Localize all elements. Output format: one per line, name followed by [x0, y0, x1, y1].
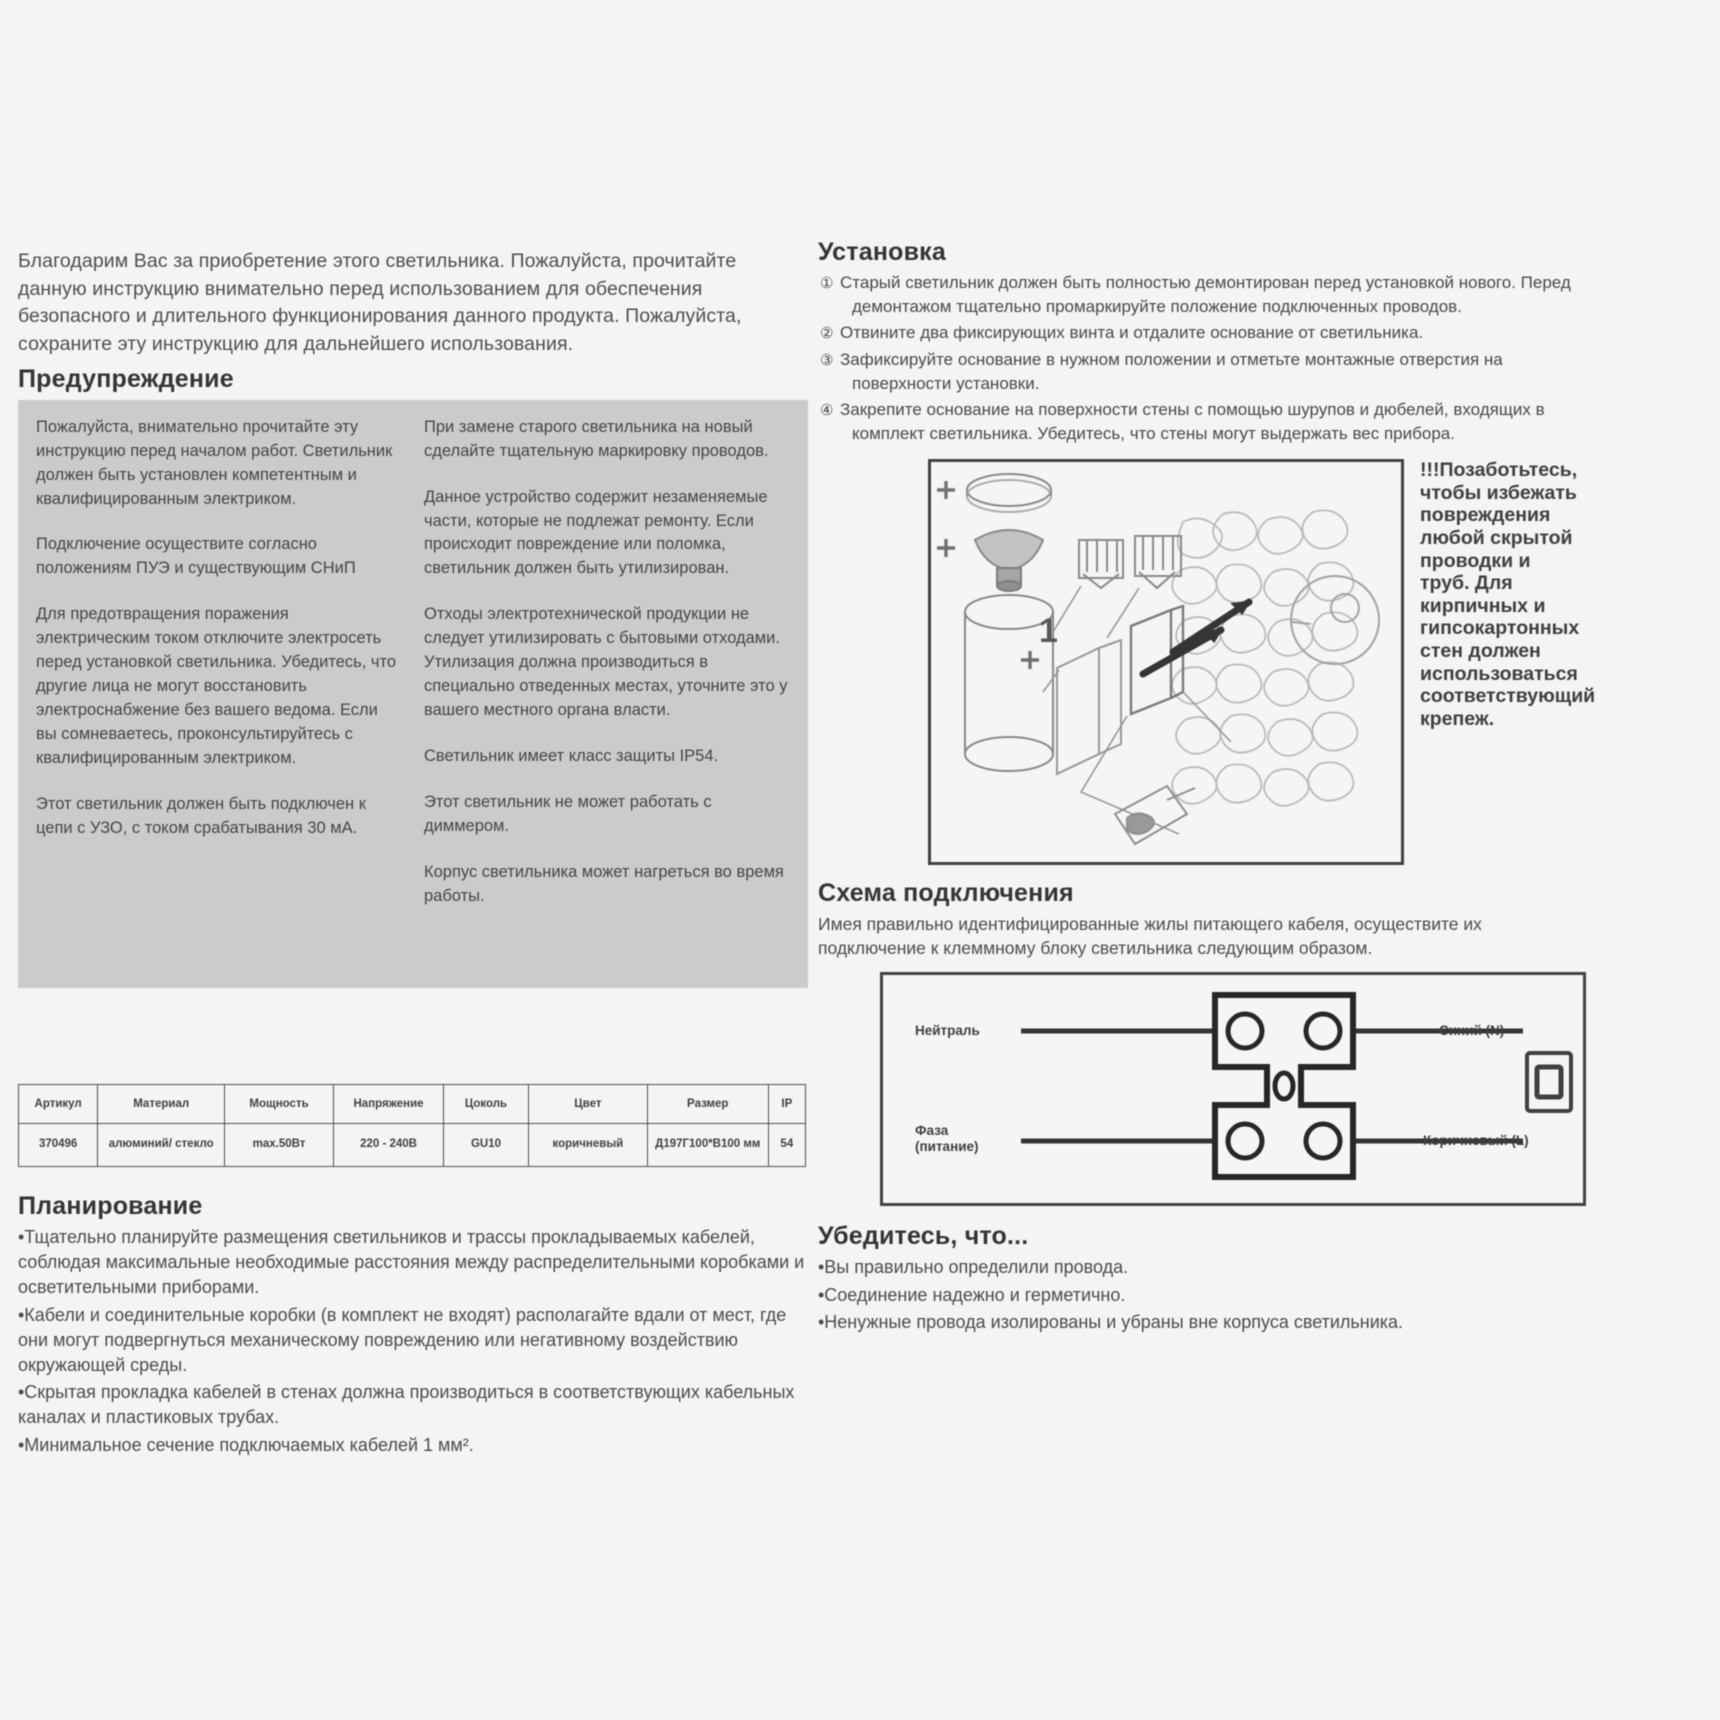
intro-paragraph: Благодарим Вас за приобретение этого светильника. Пожалуйста, прочитайте данную инструкцию внимательно перед использованием для обеспечения безопасного и длительного функционирования данного продукта. Пожалуйста, сохраните эту инструкцию для дальнейшего использования.	[18, 250, 742, 356]
warning-paragraph: Отходы электротехнической продукции не следует утилизировать с бытовыми отходами. Утилизация должна производиться в специально отведенных местах, уточните это у вашего местного органа власти.	[424, 605, 788, 719]
table-header-cell: Артикул	[19, 1085, 98, 1124]
wiring-diagram-heading: Схема подключения	[818, 879, 1074, 908]
planning-heading: Планирование	[18, 1192, 203, 1220]
screw-terminals	[1228, 1014, 1340, 1158]
wiring-intro-text: Имея правильно идентифицированные жилы питающего кабеля, осуществите их подключение к клеммному блоку светильника следующим образом.	[818, 914, 1482, 959]
table-header-cell: Мощность	[225, 1085, 334, 1124]
list-item: •Ненужные провода изолированы и убраны вне корпуса светильника.	[818, 1311, 1404, 1332]
warning-paragraph: Светильник имеет класс защиты IP54.	[424, 746, 719, 765]
illustration-step-number: 1	[1039, 612, 1058, 651]
terminal-block-shape	[1215, 995, 1353, 1177]
terminal-block-icons	[1079, 536, 1181, 588]
step-text: Старый светильник должен быть полностью демонтирован перед установкой нового. Перед демонтажом тщательно промаркируйте положение подключенных проводов.	[840, 273, 1571, 316]
table-cell: Д197Г100*В100 мм	[647, 1124, 768, 1167]
table-cell: 54	[768, 1124, 805, 1167]
install-step: ② Отвините два фиксирующих винта и отдалите основание от светильника.	[820, 323, 1424, 343]
illustration-row	[818, 459, 1596, 865]
wire-lines	[1021, 1031, 1523, 1141]
list-item: •Кабели и соединительные коробки (в комплект не входят) располагайте вдали от мест, где они могут подвергнуться механическому повреждению или негативному воздействию окружающей среды.	[18, 1304, 787, 1375]
installation-heading: Установка	[818, 238, 946, 266]
list-item: •Тщательно планируйте размещения светильников и трассы прокладываемых кабелей, соблюдая максимальные необходимые расстояния между распределительными коробками и осветительными приборами.	[18, 1227, 805, 1298]
warning-paragraph: Этот светильник не может работать с диммером.	[424, 792, 712, 835]
wall-texture	[1172, 510, 1357, 805]
confirm-bullet-list	[818, 1255, 1588, 1335]
warning-paragraph: Этот светильник должен быть подключен к цепи с УЗО, с током срабатывания 30 мА.	[36, 794, 366, 837]
right-column	[818, 232, 1596, 1337]
table-cell: 220 - 240В	[333, 1124, 443, 1167]
label-neutral: Нейтраль	[915, 1023, 980, 1039]
warning-paragraph: При замене старого светильника на новый сделайте тщательную маркировку проводов.	[424, 417, 769, 460]
lamp-body-bottom	[965, 737, 1053, 771]
table-header-cell: Размер	[647, 1085, 768, 1124]
label-brown-l: Коричневый (L)	[1423, 1133, 1529, 1149]
specification-table	[18, 1084, 806, 1167]
table-header-cell: Материал	[98, 1085, 225, 1124]
step-text: Закрепите основание на поверхности стены с помощью шурупов и дюбелей, входящих в комплект светильника. Убедитесь, что стены могут выдержать вес прибора.	[840, 399, 1545, 443]
installation-illustration	[928, 459, 1404, 865]
warning-column-1	[36, 416, 402, 974]
table-header-cell: Цоколь	[444, 1085, 529, 1124]
confirm-heading: Убедитесь, что...	[818, 1222, 1029, 1251]
install-step: ① Старый светильник должен быть полностью демонтирован перед установкой нового. Перед демонтажом тщательно промаркируйте положение подключенных проводов.	[820, 273, 1571, 316]
hidden-wiring-warning: !!!Позаботьтесь, чтобы избежать повреждения любой скрытой проводки и труб. Для кирпичных и гипсокартонных стен должен использоваться соответствующий крепеж.	[1420, 459, 1596, 730]
screw-arrows	[1143, 602, 1249, 674]
warning-heading: Предупреждение	[18, 364, 234, 393]
warning-paragraph: Данное устройство содержит незаменяемые части, которые не подлежат ремонту. Если происходит повреждение или поломка, светильник должен быть утилизирован.	[424, 487, 768, 578]
terminal-block-diagram	[883, 975, 1577, 1197]
installation-steps	[818, 271, 1588, 445]
install-step: ③ Зафиксируйте основание в нужном положении и отметьте монтажные отверстия на поверхности установки.	[820, 349, 1503, 393]
step-text: Зафиксируйте основание в нужном положении и отметьте монтажные отверстия на поверхности установки.	[840, 349, 1503, 393]
label-phase-line1: Фаза	[915, 1123, 949, 1139]
table-header-cell: IP	[768, 1085, 805, 1124]
list-item: •Вы правильно определили провода.	[818, 1257, 1129, 1278]
planning-section	[18, 1190, 808, 1460]
left-column	[18, 248, 808, 988]
table-cell: алюминий/ стекло	[98, 1124, 225, 1167]
warning-paragraph: Для предотвращения поражения электрическим током отключите электросеть перед установкой светильника. Убедитесь, что другие лица не могут восстановить электроснабжение без вашего ведома. Если вы сомневаетесь, проконсультируйтесь с квалифицированным электриком.	[36, 605, 397, 767]
warning-box	[18, 400, 808, 988]
table-header-row	[19, 1085, 806, 1124]
table-cell: 370496	[19, 1124, 98, 1167]
planning-bullet-list	[18, 1225, 808, 1458]
list-item: •Скрытая прокладка кабелей в стенах должна производиться в соответствующих кабельных каналах и пластиковых трубах.	[18, 1382, 795, 1428]
table-cell: max.50Вт	[225, 1124, 334, 1167]
warning-paragraph: Корпус светильника может нагреться во время работы.	[424, 862, 784, 905]
table-cell: коричневый	[528, 1124, 647, 1167]
list-item: •Соединение надежно и герметично.	[818, 1284, 1126, 1305]
lamp-top-ring	[967, 474, 1051, 506]
lamp-connector-box	[1527, 1053, 1571, 1111]
label-phase-line2: (питание)	[915, 1138, 979, 1154]
screwdriver-icon	[1115, 786, 1195, 844]
warning-paragraph: Пожалуйста, внимательно прочитайте эту инструкцию перед началом работ. Светильник должен быть установлен компетентным и квалифицированным электриком.	[36, 417, 393, 508]
label-blue-n: Синий (N)	[1439, 1023, 1505, 1039]
table-header-cell: Напряжение	[333, 1085, 443, 1124]
table-header-cell: Цвет	[528, 1085, 647, 1124]
install-step: ④ Закрепите основание на поверхности стены с помощью шурупов и дюбелей, входящих в комплект светильника. Убедитесь, что стены могут выдержать вес прибора.	[820, 399, 1545, 443]
table-row	[19, 1124, 806, 1167]
table-cell: GU10	[444, 1124, 529, 1167]
lamp-wall-mount-drawing	[931, 462, 1395, 856]
lamp-bulb	[975, 530, 1043, 570]
warning-paragraph: Подключение осуществите согласно положениям ПУЭ и существующим СНиП	[36, 535, 356, 578]
wiring-diagram	[880, 972, 1586, 1206]
mounting-base	[1057, 648, 1099, 774]
step-text: Отвините два фиксирующих винта и отдалите основание от светильника.	[840, 323, 1424, 343]
list-item: •Минимальное сечение подключаемых кабелей 1 мм².	[18, 1434, 474, 1455]
warning-column-2	[424, 416, 790, 974]
center-hole	[1275, 1073, 1293, 1099]
